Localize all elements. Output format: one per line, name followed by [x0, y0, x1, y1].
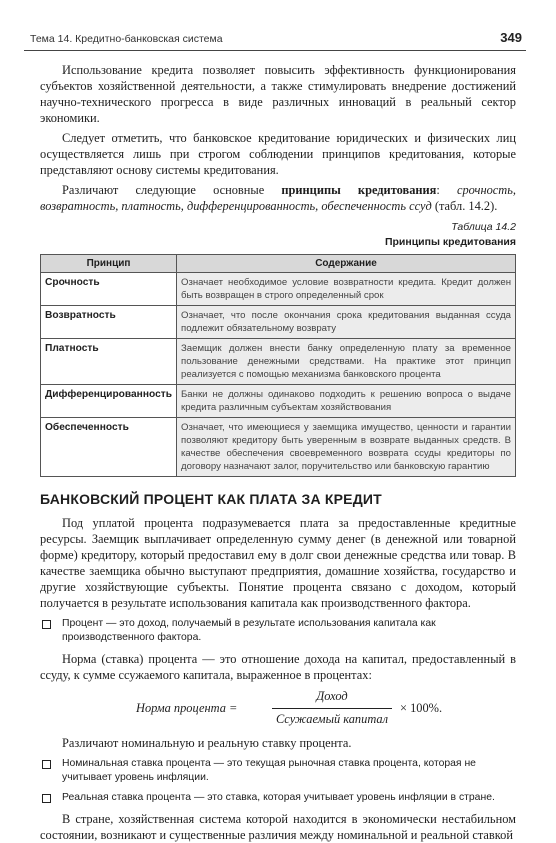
table-row	[41, 306, 516, 339]
section-paragraph-1: Под уплатой процента подразумевается плата за предоставленные кредитные ресурсы. Заемщик выплачивает определенную сумму денег (в денежной или товарной форме) кредитору, который предоставил ему в долг свои денежные средства или товар. В качестве заемщика обычно выступают предприятия, домашние хозяйства, государство и другие хозяйствующие субъекты. Понятие процента связано с доходом, который получается в результате использования капитала как производственного фактора.	[40, 516, 516, 610]
col-header-content: Содержание	[177, 255, 516, 273]
table-row	[41, 385, 516, 418]
page-body	[40, 62, 516, 843]
principles-list: срочность, возвратность, платность, дифференцированность, обеспеченность ссуд	[40, 183, 516, 213]
table-caption: Таблица 14.2	[451, 221, 516, 233]
formula-numerator: Доход	[316, 689, 348, 703]
intro-paragraph-3: Различают следующие основные принципы кредитования: срочность, возвратность, платность, дифференцированность, обеспеченность ссуд (табл. 14.2).	[40, 183, 516, 213]
principle-description: Означает, что имеющиеся у заемщика имущество, ценности и гарантии позволяют кредитору быть уверенным в возврате выданных средств. В качестве обеспечения своевременного возврата ссуды кредиторы по договору назначают залог, поручительство или банковскую гарантию	[177, 418, 516, 477]
fraction-bar	[272, 708, 392, 709]
page-number: 349	[500, 30, 522, 45]
definition-bullet: Процент — это доход, получаемый в результате использования капитала как производственного фактора.	[40, 617, 516, 645]
table-row	[41, 273, 516, 306]
table-row	[41, 418, 516, 477]
checkbox-bullet-icon	[42, 760, 51, 769]
formula-denominator: Ссужаемый капитал	[275, 712, 389, 726]
definition-bullet: Номинальная ставка процента — это текущая рыночная ставка процента, которая не учитывает уровень инфляции.	[40, 757, 516, 785]
section-paragraph-4: В стране, хозяйственная система которой находится в экономически нестабильном состоянии, возникают и существенные различия между номинальной и реальной ставкой	[40, 812, 516, 842]
section-paragraph-3: Различают номинальную и реальную ставку процента.	[62, 736, 352, 750]
checkbox-bullet-icon	[42, 794, 51, 803]
definition-bullet: Реальная ставка процента — это ставка, которая учитывает уровень инфляции в стране.	[40, 791, 516, 805]
intro-paragraph-1: Использование кредита позволяет повысить эффективность функционирования субъектов хозяйственной деятельности, а также стимулировать внедрение достижений научно-технического прогресса в виде различных инноваций в реальный сектор экономики.	[40, 63, 516, 125]
principle-description: Заемщик должен внести банку определенную плату за временное пользование денежными средствами. На практике этот принцип реализуется с помощью механизма банковского процента	[177, 339, 516, 385]
principles-table	[40, 254, 516, 477]
checkbox-bullet-icon	[42, 620, 51, 629]
intro-paragraph-2: Следует отметить, что банковское кредитование юридических и физических лиц осуществляется лишь при строгом соблюдении принципов кредитования, которые представляют основу системы кредитования.	[40, 131, 516, 177]
principle-name: Срочность	[41, 273, 177, 306]
running-header	[24, 30, 526, 51]
table-title: Принципы кредитования	[384, 236, 516, 248]
principle-description: Означает, что после окончания срока кредитования выданная ссуда подлежит обязательному возврату	[177, 306, 516, 339]
principle-description: Банки не должны одинаково подходить к решению вопроса о выдаче кредита различным субъектам хозяйствования	[177, 385, 516, 418]
principle-name: Обеспеченность	[41, 418, 177, 477]
principle-description: Означает необходимое условие возвратности кредита. Кредит должен быть возвращен в строго определенный срок	[177, 273, 516, 306]
section-heading: БАНКОВСКИЙ ПРОЦЕНТ КАК ПЛАТА ЗА КРЕДИТ	[40, 491, 382, 507]
interest-rate-formula	[40, 689, 516, 731]
table-row	[41, 339, 516, 385]
principle-name: Платность	[41, 339, 177, 385]
formula-multiplier: × 100%.	[400, 701, 443, 715]
principles-term: принципы кредитования	[281, 183, 437, 197]
formula-lhs: Норма процента =	[136, 701, 238, 715]
principle-name: Возвратность	[41, 306, 177, 339]
col-header-principle: Принцип	[41, 255, 177, 273]
section-paragraph-2: Норма (ставка) процента — это отношение дохода на капитал, предоставленный в ссуду, к сумме ссужаемого капитала, выраженное в процентах:	[40, 652, 516, 682]
principle-name: Дифференцированность	[41, 385, 177, 418]
chapter-title: Тема 14. Кредитно-банковская система	[30, 33, 223, 45]
